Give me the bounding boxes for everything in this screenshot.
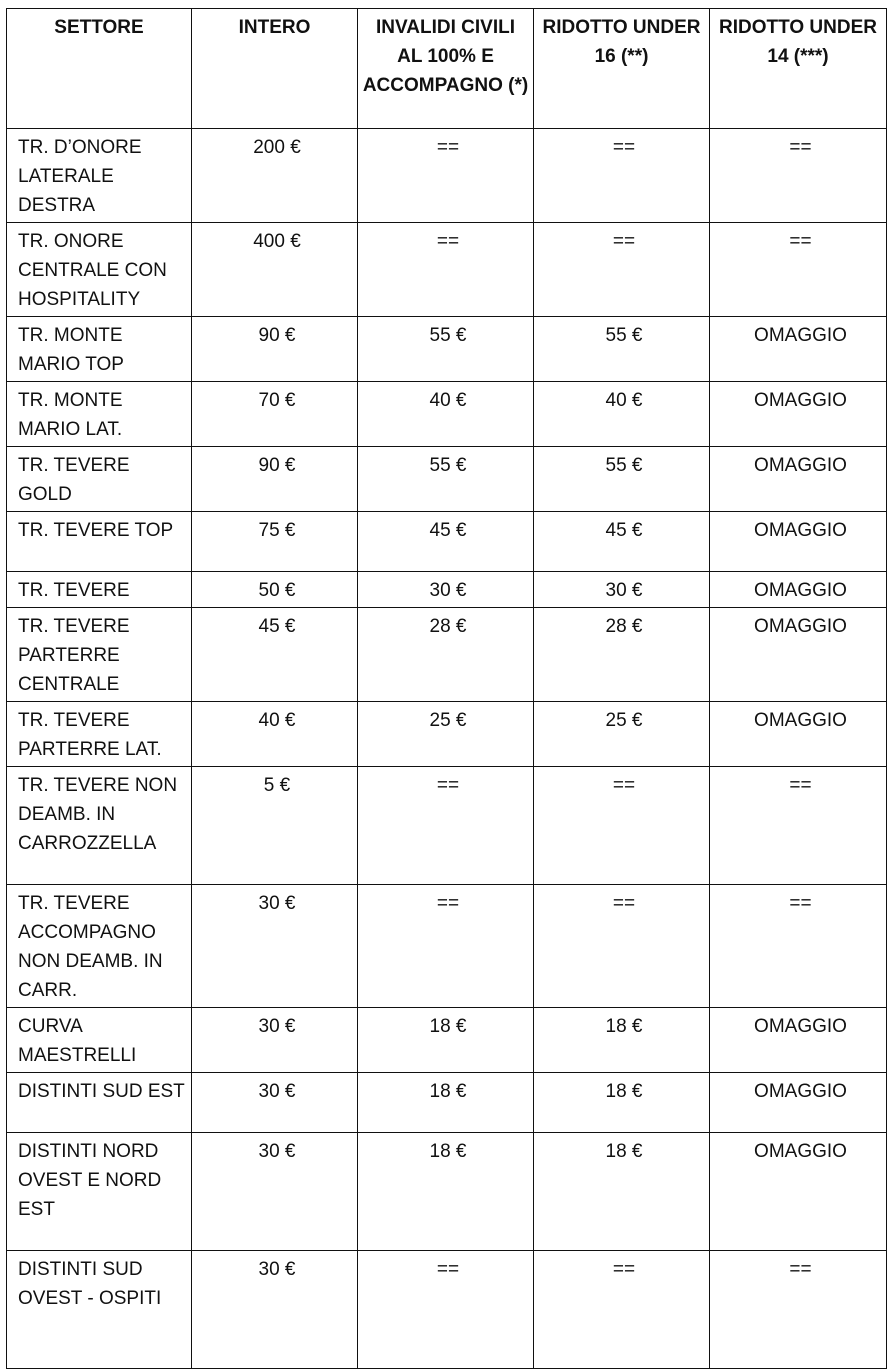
cell-invalidi: 30 €: [358, 572, 534, 608]
cell-under16: 18 €: [534, 1008, 710, 1073]
cell-under16: 25 €: [534, 702, 710, 767]
cell-under16: 55 €: [534, 317, 710, 382]
cell-settore: TR. D’ONORE LATERALE DESTRA: [7, 129, 192, 223]
table-row: [7, 129, 887, 223]
cell-settore: DISTINTI SUD OVEST - OSPITI: [7, 1251, 192, 1369]
cell-settore: DISTINTI SUD EST: [7, 1073, 192, 1133]
cell-under16: 18 €: [534, 1073, 710, 1133]
cell-under16: 40 €: [534, 382, 710, 447]
table-row: [7, 447, 887, 512]
cell-invalidi: ==: [358, 885, 534, 1008]
cell-invalidi: ==: [358, 1251, 534, 1369]
cell-intero: 400 €: [192, 223, 358, 317]
ticket-price-table: [6, 8, 887, 1369]
cell-under14: OMAGGIO: [710, 1073, 887, 1133]
table-row: [7, 885, 887, 1008]
price-table-page: [6, 8, 886, 1369]
cell-invalidi: 28 €: [358, 608, 534, 702]
cell-under16: ==: [534, 1251, 710, 1369]
cell-under14: OMAGGIO: [710, 447, 887, 512]
cell-under14: OMAGGIO: [710, 572, 887, 608]
cell-intero: 30 €: [192, 1008, 358, 1073]
cell-invalidi: ==: [358, 223, 534, 317]
cell-under16: 55 €: [534, 447, 710, 512]
cell-settore: TR. TEVERE ACCOMPAGNO NON DEAMB. IN CARR.: [7, 885, 192, 1008]
cell-intero: 90 €: [192, 317, 358, 382]
table-row: [7, 317, 887, 382]
cell-intero: 30 €: [192, 1073, 358, 1133]
cell-intero: 50 €: [192, 572, 358, 608]
header-row: [7, 9, 887, 129]
cell-under16: 28 €: [534, 608, 710, 702]
cell-invalidi: 40 €: [358, 382, 534, 447]
cell-under16: 18 €: [534, 1133, 710, 1251]
cell-invalidi: 18 €: [358, 1008, 534, 1073]
cell-settore: TR. ONORE CENTRALE CON HOSPITALITY: [7, 223, 192, 317]
cell-intero: 30 €: [192, 1133, 358, 1251]
cell-under16: ==: [534, 885, 710, 1008]
cell-under14: OMAGGIO: [710, 382, 887, 447]
cell-under16: 45 €: [534, 512, 710, 572]
cell-intero: 75 €: [192, 512, 358, 572]
table-row: [7, 702, 887, 767]
cell-intero: 5 €: [192, 767, 358, 885]
table-row: [7, 1008, 887, 1073]
header-settore: SETTORE: [7, 9, 192, 129]
cell-under14: ==: [710, 1251, 887, 1369]
cell-under14: OMAGGIO: [710, 1008, 887, 1073]
table-row: [7, 767, 887, 885]
cell-under14: OMAGGIO: [710, 317, 887, 382]
cell-under16: 30 €: [534, 572, 710, 608]
cell-settore: TR. TEVERE: [7, 572, 192, 608]
cell-invalidi: 18 €: [358, 1133, 534, 1251]
cell-under16: ==: [534, 767, 710, 885]
table-row: [7, 572, 887, 608]
cell-under14: ==: [710, 767, 887, 885]
header-under14: RIDOTTO UNDER 14 (***): [710, 9, 887, 129]
table-row: [7, 608, 887, 702]
cell-settore: TR. TEVERE PARTERRE LAT.: [7, 702, 192, 767]
cell-invalidi: ==: [358, 129, 534, 223]
cell-settore: TR. TEVERE NON DEAMB. IN CARROZZELLA: [7, 767, 192, 885]
cell-intero: 45 €: [192, 608, 358, 702]
cell-settore: TR. TEVERE TOP: [7, 512, 192, 572]
table-row: [7, 223, 887, 317]
cell-under14: ==: [710, 129, 887, 223]
header-invalidi: INVALIDI CIVILI AL 100% E ACCOMPAGNO (*): [358, 9, 534, 129]
cell-under14: OMAGGIO: [710, 512, 887, 572]
cell-invalidi: 55 €: [358, 317, 534, 382]
cell-under14: OMAGGIO: [710, 1133, 887, 1251]
cell-under16: ==: [534, 129, 710, 223]
cell-invalidi: 45 €: [358, 512, 534, 572]
cell-intero: 40 €: [192, 702, 358, 767]
cell-intero: 30 €: [192, 1251, 358, 1369]
cell-intero: 200 €: [192, 129, 358, 223]
cell-under14: ==: [710, 885, 887, 1008]
cell-invalidi: 25 €: [358, 702, 534, 767]
table-row: [7, 1251, 887, 1369]
cell-intero: 30 €: [192, 885, 358, 1008]
cell-settore: TR. TEVERE PARTERRE CENTRALE: [7, 608, 192, 702]
header-intero: INTERO: [192, 9, 358, 129]
table-row: [7, 1133, 887, 1251]
table-row: [7, 382, 887, 447]
cell-settore: TR. TEVERE GOLD: [7, 447, 192, 512]
table-row: [7, 1073, 887, 1133]
cell-intero: 70 €: [192, 382, 358, 447]
cell-settore: TR. MONTE MARIO TOP: [7, 317, 192, 382]
cell-intero: 90 €: [192, 447, 358, 512]
cell-under16: ==: [534, 223, 710, 317]
cell-settore: CURVA MAESTRELLI: [7, 1008, 192, 1073]
cell-invalidi: ==: [358, 767, 534, 885]
header-under16: RIDOTTO UNDER 16 (**): [534, 9, 710, 129]
table-row: [7, 512, 887, 572]
cell-under14: OMAGGIO: [710, 702, 887, 767]
cell-settore: DISTINTI NORD OVEST E NORD EST: [7, 1133, 192, 1251]
cell-invalidi: 18 €: [358, 1073, 534, 1133]
cell-invalidi: 55 €: [358, 447, 534, 512]
cell-settore: TR. MONTE MARIO LAT.: [7, 382, 192, 447]
cell-under14: OMAGGIO: [710, 608, 887, 702]
cell-under14: ==: [710, 223, 887, 317]
